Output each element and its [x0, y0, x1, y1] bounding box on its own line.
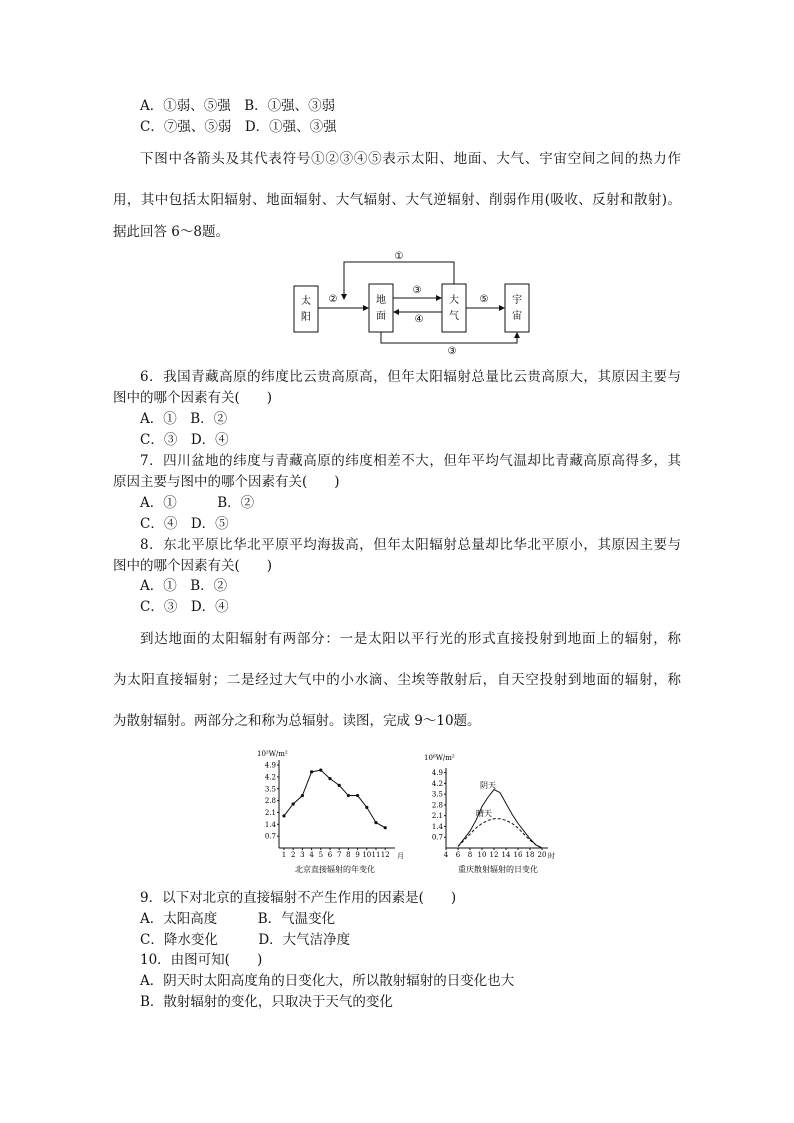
chart1-data-point [347, 794, 350, 797]
chart1-x-tick-label: 5 [318, 851, 324, 859]
arrow-1 [344, 262, 454, 299]
chart2-y-tick-label: 2.8 [431, 801, 443, 810]
chart1-data-point [301, 794, 304, 797]
q8-option-cd: C．③ D．④ [140, 599, 229, 615]
chart2-y-tick-label: 4.2 [431, 779, 443, 788]
q10-option-a: A．阴天时太阳高度角的日变化大，所以散射辐射的日变化也大 [140, 973, 515, 989]
arrow-2-label: ② [328, 294, 338, 305]
chart1-y-tick-label: 2.8 [264, 797, 276, 806]
q6-stem-line2: 图中的哪个因素有关( ) [113, 390, 273, 406]
sun-label-2: 阳 [301, 312, 311, 323]
chart2-x-tick-label: 16 [513, 851, 523, 859]
atmosphere-label-2: 气 [449, 311, 459, 322]
intro2-line3: 为散射辐射。两部分之和称为总辐射。读图，完成 9～10题。 [113, 713, 481, 729]
intro1-line2: 用，其中包括太阳辐射、地面辐射、大气辐射、大气逆辐射、削弱作用(吸收、反射和散射)。 [113, 192, 681, 208]
arrow-4-label: ④ [414, 314, 424, 325]
q9-option-cd: C．降水变化 D．大气洁净度 [140, 932, 351, 948]
chart1-data-point [292, 802, 295, 805]
chart1-data-point [282, 814, 285, 817]
intro1-line3: 据此回答 6～8题。 [113, 224, 229, 240]
q10-option-b: B．散射辐射的变化，只取决于天气的变化 [140, 994, 393, 1010]
chart2-y-tick-label: 1.4 [431, 822, 443, 831]
q10-stem: 10．由图可知( ) [140, 952, 263, 968]
q8-option-ab: A．① B．② [140, 578, 228, 594]
intro2-line2: 为太阳直接辐射；二是经过大气中的小水滴、尘埃等散射后，自天空投射到地面的辐射，称 [113, 672, 681, 688]
chart1-x-tick-label: 7 [336, 851, 342, 859]
chart1-x-tick-label: 10 [362, 851, 372, 859]
space-label-1: 宇 [512, 295, 522, 306]
series-label-overcast: 阴天 [480, 781, 496, 790]
sun-box [294, 286, 318, 332]
atmosphere-label-1: 大 [449, 295, 459, 306]
chart2-y-tick-label: 3.5 [431, 790, 443, 799]
q5-option-cd: C．⑦强、⑤弱 D．①强、③强 [140, 119, 337, 135]
chart1-y-tick-label: 4.9 [264, 761, 276, 770]
space-label-2: 宙 [512, 311, 522, 322]
ground-label-2: 面 [376, 311, 386, 322]
chart1-data-point [374, 821, 377, 824]
q9-stem: 9．以下对北京的直接辐射不产生作用的因素是( ) [140, 890, 457, 906]
heat-flow-diagram [286, 246, 536, 360]
intro1-line1: 下图中各箭头及其代表符号①②③④⑤表示太阳、地面、大气、宇宙空间之间的热力作 [140, 151, 681, 167]
chart1-xlabel: 月 [397, 852, 404, 860]
chart1-series-line [284, 770, 385, 828]
q8-stem-line1: 8．东北平原比华北平原平均海拔高，但年太阳辐射总量却比华北平原小，其原因主要与 [140, 537, 681, 553]
chart1-title: 北京直接辐射的年变化 [295, 865, 375, 874]
chart2-x-tick-label: 20 [537, 851, 547, 859]
chart1-data-point [310, 770, 313, 773]
chart2-x-tick-label: 12 [489, 851, 499, 859]
chart1-x-tick-label: 11 [371, 851, 381, 859]
chart2-x-tick-label: 14 [501, 851, 511, 859]
chart2-y-tick-label: 2.1 [431, 812, 443, 821]
chart1-x-tick-label: 8 [346, 851, 351, 859]
chart1-data-point [338, 784, 341, 787]
chart1-x-tick-label: 12 [380, 851, 390, 859]
chart2-x-tick-label: 6 [455, 851, 461, 859]
series-label-clear: 晴天 [476, 809, 492, 818]
chart1-x-tick-label: 4 [309, 851, 314, 859]
space-box [505, 284, 529, 332]
atmosphere-box [442, 284, 466, 332]
q7-stem-line1: 7．四川盆地的纬度与青藏高原的纬度相差不大，但年平均气温却比青藏高原高得多，其 [140, 453, 681, 469]
chart1-x-tick-label: 3 [300, 851, 305, 859]
beijing-direct-radiation-chart [255, 746, 415, 880]
chart1-y-tick-label: 4.2 [264, 773, 276, 782]
arrow-3-bottom-label: ③ [447, 346, 457, 357]
q7-option-ab: A．① B．② [140, 495, 255, 511]
arrow-3-top-label: ③ [412, 285, 422, 296]
chart2-x-tick-label: 18 [525, 851, 535, 859]
chart1-data-point [356, 794, 359, 797]
chart2-x-tick-label: 10 [477, 851, 487, 859]
ground-box [369, 284, 393, 332]
chart2-x-tick-label: 8 [467, 851, 473, 859]
chart1-x-tick-label: 9 [355, 851, 360, 859]
sun-label-1: 太 [301, 296, 311, 307]
chart1-ylabel: 10²W/m² [257, 750, 288, 758]
arrow-3-bottom [381, 332, 517, 343]
chart1-x-tick-label: 6 [327, 851, 333, 859]
chart2-ylabel: 10⁶W/m² [424, 754, 455, 762]
q6-option-cd: C．③ D．④ [140, 432, 229, 448]
arrow-5-label: ⑤ [479, 294, 489, 305]
q6-stem-line1: 6．我国青藏高原的纬度比云贵高原高，但年太阳辐射总量比云贵高原大，其原因主要与 [140, 369, 681, 385]
chart1-y-tick-label: 2.1 [264, 808, 276, 817]
chart2-series-clear [458, 819, 542, 848]
chart1-data-point [328, 777, 331, 780]
chongqing-diffuse-radiation-chart [420, 746, 570, 880]
chart1-data-point [384, 826, 387, 829]
q7-option-cd: C．④ D．⑤ [140, 516, 229, 532]
arrow-1-label: ① [394, 251, 404, 262]
chart2-y-tick-label: 4.9 [431, 769, 443, 778]
q8-stem-line2: 图中的哪个因素有关( ) [113, 558, 273, 574]
intro2-line1: 到达地面的太阳辐射有两部分：一是太阳以平行光的形式直接投射到地面上的辐射，称 [140, 631, 681, 647]
chart1-y-tick-label: 1.4 [264, 820, 276, 829]
q6-option-ab: A．① B．② [140, 411, 228, 427]
chart1-x-tick-label: 2 [290, 851, 296, 859]
chart1-y-tick-label: 0.7 [264, 832, 276, 841]
q5-option-ab: A．①弱、⑤强 B．①强、③弱 [140, 98, 336, 114]
chart2-title: 重庆散射辐射的日变化 [458, 865, 538, 874]
ground-label-1: 地 [376, 295, 386, 306]
chart1-data-point [319, 769, 322, 772]
chart2-y-tick-label: 0.7 [431, 833, 443, 842]
chart1-x-tick-label: 1 [281, 851, 287, 859]
chart1-y-tick-label: 3.5 [264, 785, 276, 794]
q7-stem-line2: 原因主要与图中的哪个因素有关( ) [113, 474, 340, 490]
chart2-xlabel: 时 [548, 852, 555, 860]
chart2-x-tick-label: 4 [443, 851, 449, 859]
chart1-data-point [365, 806, 368, 809]
q9-option-ab: A．太阳高度 B．气温变化 [140, 911, 336, 927]
